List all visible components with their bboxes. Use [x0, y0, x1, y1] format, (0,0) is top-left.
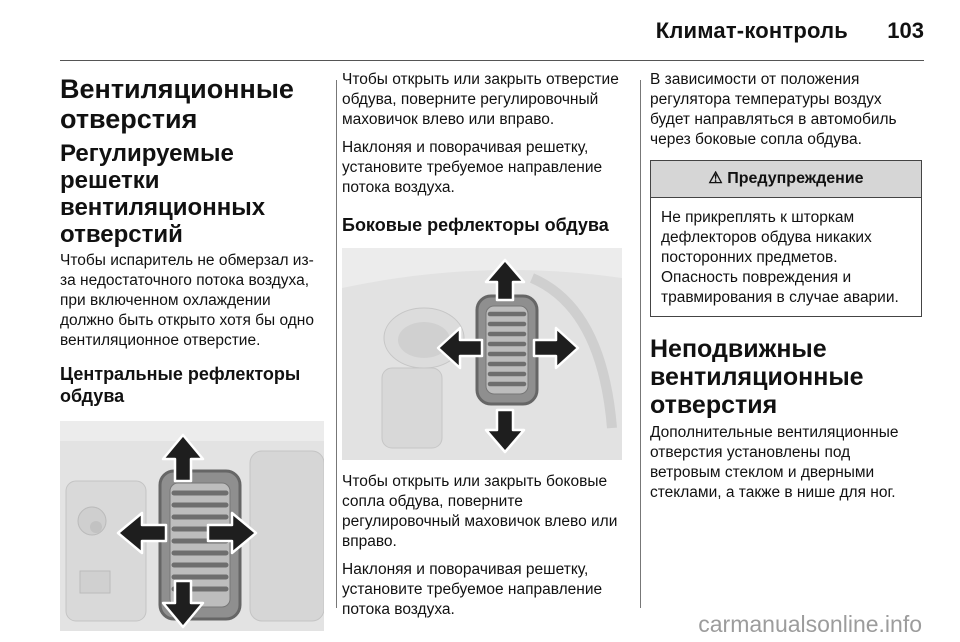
- warning-text: Не прикреплять к шторкам дефлекторов обдува никаких посторонних предметов. Опасность повреждения и травмирования в случае аварии.: [661, 209, 899, 306]
- running-header-title: Климат-контроль: [655, 18, 848, 43]
- paragraph: Чтобы открыть или закрыть отверстие обдува, поверните регулировочный маховичок влево или вправо.: [342, 71, 619, 128]
- paragraph: Наклоняя и поворачивая решетку, установите требуемое направление потока воздуха.: [342, 139, 603, 196]
- paragraph: Наклоняя и поворачивая решетку, установите требуемое направление потока воздуха.: [342, 561, 603, 618]
- subsection-title: Неподвижные вентиляционные отверстия: [650, 335, 864, 419]
- column-1: [60, 70, 328, 631]
- page-number: 103: [887, 18, 924, 43]
- subheading: Боковые рефлекторы обдува: [342, 215, 609, 235]
- paragraph: Дополнительные вентиляционные отверстия установлены под ветровым стеклом и дверными стеклами, а также в нише для ног.: [650, 424, 899, 501]
- column-divider: [640, 80, 641, 608]
- watermark: carmanualsonline.info: [698, 611, 922, 637]
- warning-box: [650, 160, 922, 317]
- column-divider: [336, 80, 337, 608]
- central-vent-illustration: [60, 421, 324, 631]
- paragraph: В зависимости от положения регулятора температуры воздух будет направляться в автомобиль через боковые сопла обдува.: [650, 71, 897, 148]
- side-vent-illustration: [342, 248, 622, 460]
- paragraph: Чтобы открыть или закрыть боковые сопла обдува, поверните регулировочный маховичок влево или вправо.: [342, 473, 618, 550]
- paragraph: Чтобы испаритель не обмерзал из-за недостаточного потока воздуха, при включенном охлаждении должно быть открыто хотя бы одно вентиляционное отверстие.: [60, 252, 314, 349]
- section-title: Вентиляционные отверстия: [60, 74, 294, 134]
- warning-icon: ⚠: [708, 170, 723, 187]
- subsection-title: Регулируемые решетки вентиляционных отверстий: [60, 140, 266, 248]
- subheading: Центральные рефлекторы обдува: [60, 364, 301, 406]
- column-3: [650, 70, 922, 511]
- warning-header: [651, 161, 921, 198]
- column-2: [342, 70, 624, 628]
- warning-title: Предупреждение: [727, 170, 864, 187]
- header-rule: [60, 60, 924, 61]
